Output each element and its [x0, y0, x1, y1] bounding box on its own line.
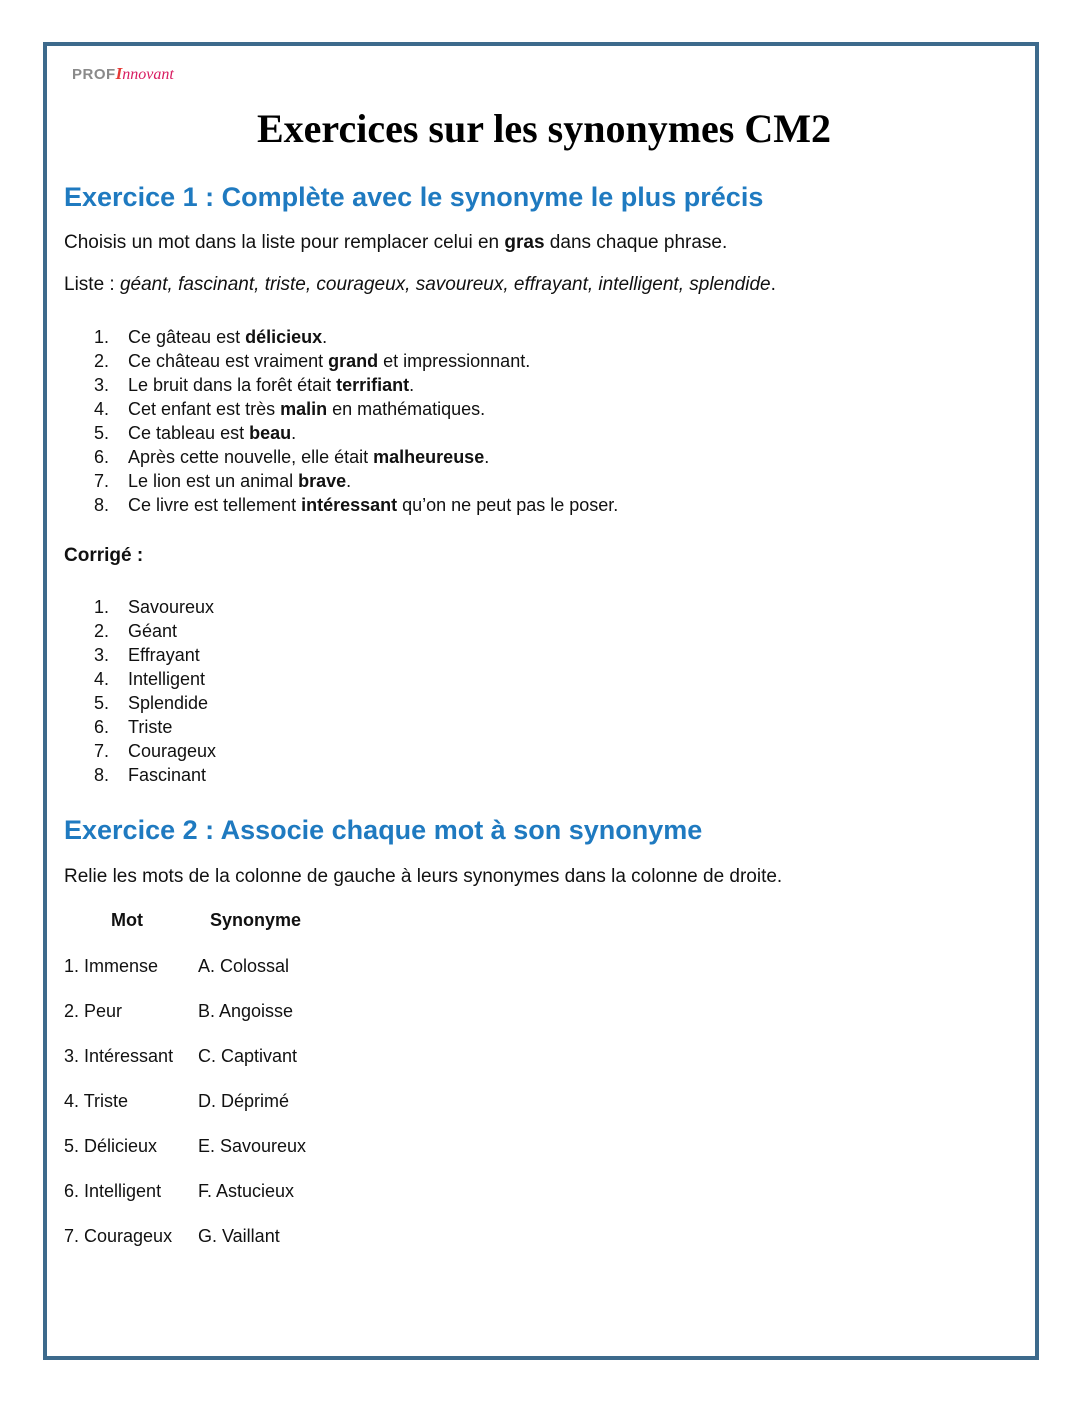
sentence-bold-word: beau: [249, 423, 292, 443]
sentence-text: Le lion est un animal: [128, 471, 299, 491]
synonym-cell: E. Savoureux: [198, 1136, 307, 1156]
list-item: [64, 739, 216, 763]
column-header-mot: Mot: [111, 910, 143, 930]
logo: [72, 64, 174, 85]
word-cell: 3. Intéressant: [64, 1046, 174, 1066]
logo-prof: PROF: [72, 66, 116, 83]
word-list-label: Liste :: [64, 274, 120, 295]
item-number: 5.: [94, 693, 110, 713]
sentence-bold-word: brave: [298, 471, 347, 491]
answer-text: Fascinant: [128, 765, 207, 785]
item-number: 8.: [94, 495, 110, 515]
column-header-synonyme: Synonyme: [210, 910, 302, 930]
sentence-bold-word: malin: [280, 399, 328, 419]
synonym-cell: C. Captivant: [198, 1046, 298, 1066]
list-item: [64, 325, 618, 349]
logo-innovant: nnovant: [122, 66, 174, 83]
word-list-end: .: [770, 274, 776, 295]
item-number: 5.: [94, 423, 110, 443]
corrige-label: Corrigé :: [64, 545, 144, 566]
item-number: 6.: [94, 717, 110, 737]
list-item: [64, 397, 618, 421]
list-item: [64, 349, 618, 373]
answer-text: Courageux: [128, 741, 217, 761]
answer-text: Triste: [128, 717, 173, 737]
word-cell: 6. Intelligent: [64, 1181, 162, 1201]
logo-i: I: [115, 64, 123, 83]
sentence-text-end: en mathématiques.: [327, 399, 486, 419]
sentence-text: Ce gâteau est: [128, 327, 246, 347]
list-item: [64, 715, 216, 739]
sentence-text-end: .: [322, 327, 328, 347]
answer-text: Géant: [128, 621, 178, 641]
sentence-text: Ce tableau est: [128, 423, 250, 443]
instruction-text-end: dans chaque phrase.: [544, 232, 728, 253]
synonym-cell: G. Vaillant: [198, 1226, 280, 1246]
answer-text: Effrayant: [128, 645, 200, 665]
item-number: 1.: [94, 327, 110, 347]
exercise-2-heading: Exercice 2 : Associe chaque mot à son synonyme: [64, 815, 703, 845]
sentence-text-end: .: [409, 375, 415, 395]
word-cell: 5. Délicieux: [64, 1136, 158, 1156]
item-number: 2.: [94, 351, 110, 371]
item-number: 7.: [94, 741, 110, 761]
item-number: 6.: [94, 447, 110, 467]
word-list: [64, 272, 776, 298]
sentence-text: Après cette nouvelle, elle était: [128, 447, 374, 467]
item-number: 3.: [94, 645, 110, 665]
instruction-text: Choisis un mot dans la liste pour remplacer celui en: [64, 232, 505, 253]
item-number: 4.: [94, 669, 110, 689]
list-item: [64, 445, 618, 469]
sentence-bold-word: terrifiant: [336, 375, 410, 395]
list-item: [64, 667, 216, 691]
item-number: 7.: [94, 471, 110, 491]
page-title: Exercices sur les synonymes CM2: [256, 106, 832, 151]
sentence-text-end: et impressionnant.: [378, 351, 531, 371]
sentence-text-end: qu’on ne peut pas le poser.: [397, 495, 619, 515]
answer-text: Intelligent: [128, 669, 206, 689]
word-cell: 2. Peur: [64, 1001, 123, 1021]
answer-text: Splendide: [128, 693, 209, 713]
item-number: 3.: [94, 375, 110, 395]
item-number: 4.: [94, 399, 110, 419]
exercise-1-instruction: [64, 230, 727, 256]
exercise-1-heading: Exercice 1 : Complète avec le synonyme le plus précis: [64, 182, 764, 212]
sentence-list: [64, 325, 618, 517]
sentence-bold-word: malheureuse: [373, 447, 485, 467]
list-item: [64, 763, 216, 787]
word-cell: 7. Courageux: [64, 1226, 173, 1246]
synonym-cell: A. Colossal: [198, 956, 290, 976]
list-item: [64, 421, 618, 445]
sentence-bold-word: intéressant: [301, 495, 398, 515]
instruction-bold: gras: [504, 232, 545, 253]
synonym-cell: B. Angoisse: [198, 1001, 294, 1021]
synonym-cell: D. Déprimé: [198, 1091, 290, 1111]
item-number: 2.: [94, 621, 110, 641]
sentence-text: Le bruit dans la forêt était: [128, 375, 337, 395]
sentence-text-end: .: [484, 447, 490, 467]
list-item: [64, 643, 216, 667]
word-list-words: géant, fascinant, triste, courageux, savoureux, effrayant, intelligent, splendide: [119, 274, 771, 295]
list-item: [64, 691, 216, 715]
sentence-text: Ce château est vraiment: [128, 351, 329, 371]
item-number: 1.: [94, 597, 110, 617]
word-cell: 1. Immense: [64, 956, 159, 976]
synonym-cell: F. Astucieux: [198, 1181, 295, 1201]
answer-list: [64, 595, 216, 787]
answer-text: Savoureux: [128, 597, 215, 617]
sentence-text: Ce livre est tellement: [128, 495, 302, 515]
list-item: [64, 493, 618, 517]
word-cell: 4. Triste: [64, 1091, 129, 1111]
sentence-bold-word: grand: [328, 351, 379, 371]
sentence-text-end: .: [291, 423, 297, 443]
exercise-2-instruction: Relie les mots de la colonne de gauche à leurs synonymes dans la colonne de droite.: [64, 866, 783, 887]
list-item: [64, 469, 618, 493]
list-item: [64, 619, 216, 643]
list-item: [64, 373, 618, 397]
sentence-text-end: .: [346, 471, 352, 491]
sentence-bold-word: délicieux: [245, 327, 323, 347]
list-item: [64, 595, 216, 619]
item-number: 8.: [94, 765, 110, 785]
sentence-text: Cet enfant est très: [128, 399, 281, 419]
